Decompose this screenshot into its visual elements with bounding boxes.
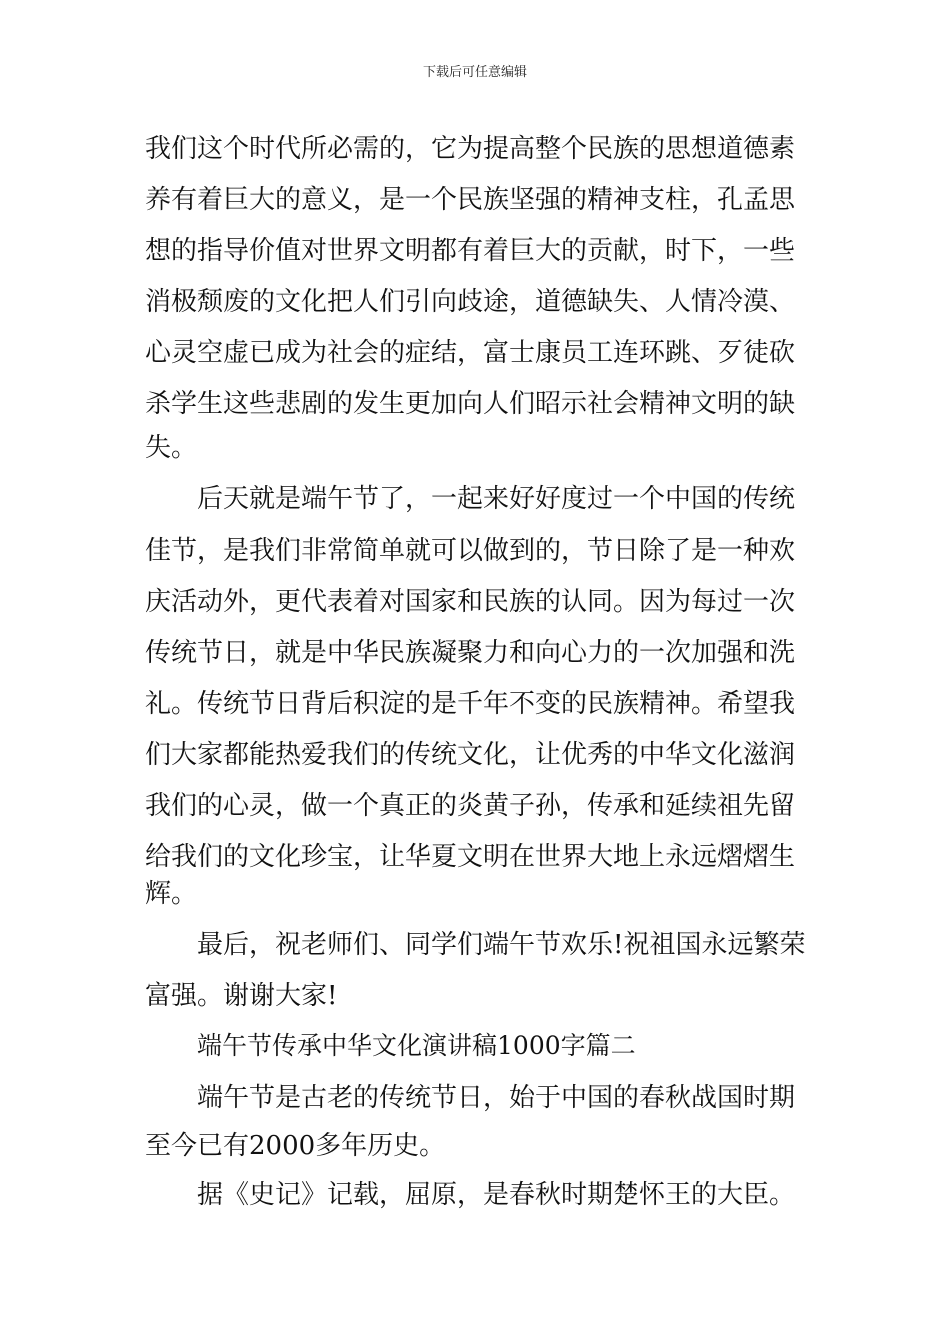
paragraph-first-line: 端午节是古老的传统节日，始于中国的春秋战国时期 — [197, 1083, 796, 1113]
text-line: 失。 — [145, 433, 198, 463]
text-line: 礼。传统节日背后积淀的是千年不变的民族精神。希望我 — [145, 689, 796, 719]
text-line: 心灵空虚已成为社会的症结，富士康员工连环跳、歹徒砍 — [145, 338, 796, 368]
text-line: 辉。 — [145, 879, 198, 909]
text-line: 想的指导价值对世界文明都有着巨大的贡献，时下，一些 — [145, 236, 796, 266]
text-line: 至今已有2000多年历史。 — [145, 1131, 446, 1161]
text-line: 庆活动外，更代表着对国家和民族的认同。因为每过一次 — [145, 587, 796, 617]
text-line: 传统节日，就是中华民族凝聚力和向心力的一次加强和洗 — [145, 638, 796, 668]
text-line: 我们的心灵，做一个真正的炎黄子孙，传承和延续祖先留 — [145, 791, 796, 821]
page-header: 下载后可任意编辑 — [422, 65, 527, 80]
paragraph-first-line: 最后，祝老师们、同学们端午节欢乐!祝祖国永远繁荣 — [197, 930, 806, 960]
text-line: 养有着巨大的意义，是一个民族坚强的精神支柱，孔孟思 — [145, 185, 796, 215]
text-line: 消极颓废的文化把人们引向歧途，道德缺失、人情冷漠、 — [145, 287, 796, 317]
text-line: 杀学生这些悲剧的发生更加向人们昭示社会精神文明的缺 — [145, 389, 796, 419]
paragraph-first-line: 据《史记》记载，屈原，是春秋时期楚怀王的大臣。 — [197, 1180, 796, 1210]
text-line: 我们这个时代所必需的，它为提高整个民族的思想道德素 — [145, 134, 796, 164]
text-line: 富强。谢谢大家! — [145, 981, 338, 1011]
paragraph-first-line: 后天就是端午节了，一起来好好度过一个中国的传统 — [197, 484, 796, 514]
text-line: 们大家都能热爱我们的传统文化，让优秀的中华文化滋润 — [145, 740, 796, 770]
text-line: 给我们的文化珍宝，让华夏文明在世界大地上永远熠熠生 — [145, 842, 796, 872]
text-line: 佳节，是我们非常简单就可以做到的，节日除了是一种欢 — [145, 536, 796, 566]
section-heading: 端午节传承中华文化演讲稿1000字篇二 — [197, 1031, 636, 1060]
